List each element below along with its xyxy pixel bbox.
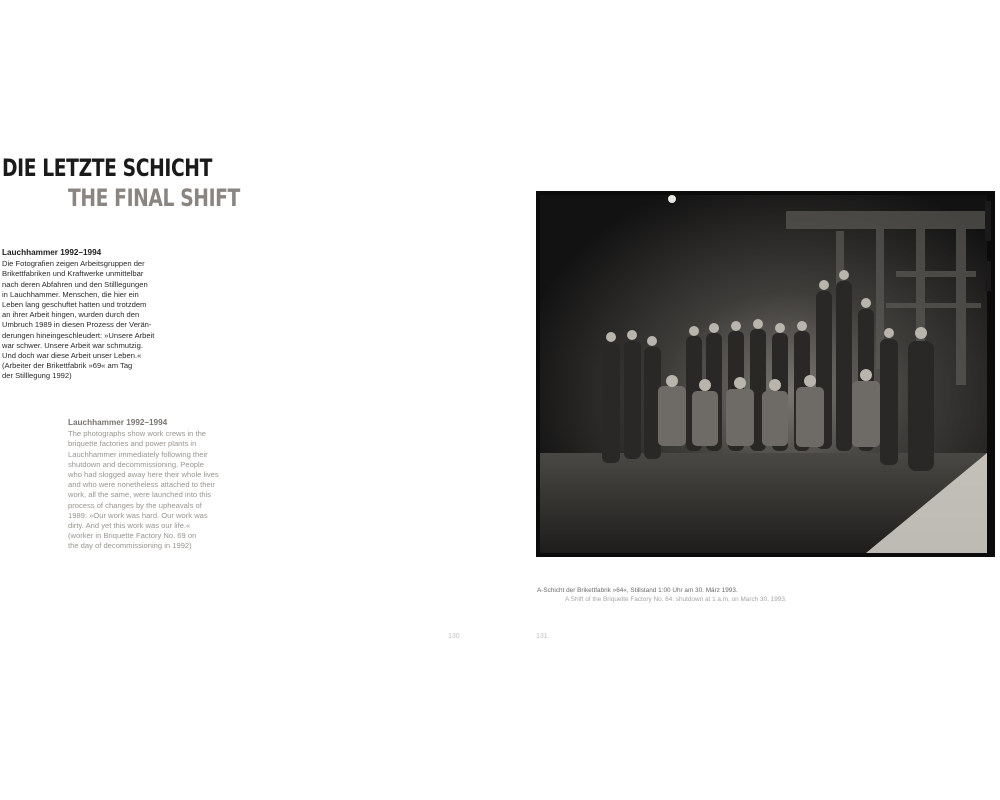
- english-text-line: and who were nonetheless attached to their: [68, 480, 215, 490]
- german-text-line: Brikettfabriken und Kraftwerke unmittelbar: [2, 269, 144, 279]
- group-photograph: [536, 191, 995, 557]
- german-text-line: in Lauchhammer. Menschen, die hier ein: [2, 289, 139, 299]
- film-notch: [985, 201, 991, 241]
- page-number-right: 131: [536, 633, 548, 640]
- german-text-line: nach deren Abfahren und den Stilllegungen: [2, 279, 148, 289]
- german-text-line: der Stilllegung 1992): [2, 371, 72, 381]
- english-text-line: dirty. And yet this work was our life.«: [68, 521, 191, 531]
- english-text-block: [68, 418, 228, 552]
- english-text-line: briquette factories and power plants in: [68, 439, 197, 449]
- german-text-line: an ihrer Arbeit hingen, wurden durch den: [2, 310, 140, 320]
- english-text-heading: Lauchhammer 1992–1994: [68, 418, 168, 427]
- german-text-line: (Arbeiter der Brikettfabrik »69« am Tag: [2, 361, 133, 371]
- english-text-line: The photographs show work crews in the: [68, 429, 207, 439]
- film-notch: [985, 261, 991, 291]
- english-text-line: (worker in Briquette Factory No. 69 on: [68, 531, 197, 541]
- english-text-line: work, all the same, were launched into this: [68, 490, 212, 500]
- english-text-line: Lauchhammer immediately following their: [68, 449, 208, 459]
- title-english: THE FINAL SHIFT: [68, 184, 240, 212]
- english-text-line: process of changes by the upheavals of: [68, 500, 202, 510]
- english-text-line: the day of decommissioning in 1992): [68, 541, 192, 551]
- german-text-line: Umbruch 1989 in diesen Prozess der Verän-: [2, 320, 152, 330]
- german-text-line: derungen hineingeschleudert: »Unsere Arbeit: [2, 330, 155, 340]
- title-german: DIE LETZTE SCHICHT: [2, 154, 212, 182]
- english-text-line: 1989: »Our work was hard. Our work was: [68, 510, 208, 520]
- page-number-left: 130: [448, 633, 460, 640]
- english-text-line: who had slogged away here their whole lives: [68, 470, 219, 480]
- photo-caption-english: A Shift of the Briquette Factory No. 64: shutdown at 1 a.m. on March 30, 1993.: [565, 596, 787, 603]
- photo-illustration: [536, 191, 995, 557]
- photo-caption-german: A-Schicht der Brikettfabrik »64«, Stillstand 1:00 Uhr am 30. März 1993.: [537, 587, 738, 594]
- english-text-line: shutdown and decommissioning. People: [68, 459, 204, 469]
- german-text-line: Die Fotografien zeigen Arbeitsgruppen der: [2, 259, 145, 269]
- german-text-heading: Lauchhammer 1992–1994: [2, 248, 102, 257]
- german-text-block: [2, 248, 167, 382]
- ceiling-light: [668, 195, 676, 203]
- german-text-line: Und doch war diese Arbeit unser Leben.«: [2, 351, 142, 361]
- german-text-line: war schwer. Unsere Arbeit war schmutzig.: [2, 340, 143, 350]
- german-text-line: Leben lang geschuftet hatten und trotzdem: [2, 300, 147, 310]
